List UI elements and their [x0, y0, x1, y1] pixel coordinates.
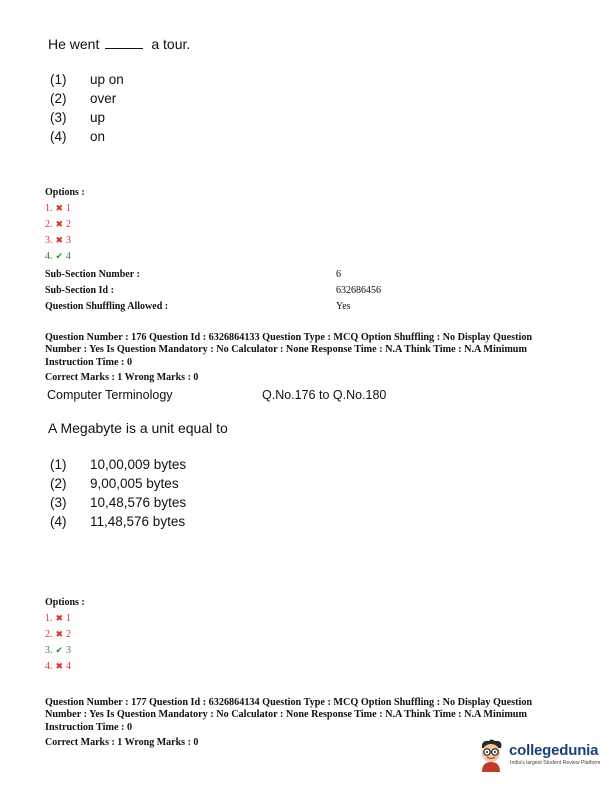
collegedunia-logo: [476, 738, 604, 778]
option-prefix: 1.: [45, 613, 53, 624]
cross-icon: ✖: [55, 219, 64, 229]
q176-choice-text-1: 10,00,009 bytes: [90, 457, 187, 472]
subsection-id-value: 632686456: [336, 285, 381, 296]
question-1-text: [48, 36, 190, 52]
option-value: 2: [66, 629, 72, 640]
q1-option-2: [45, 219, 71, 230]
q176-marks: Correct Marks : 1 Wrong Marks : 0: [45, 372, 199, 383]
brand-name: collegedunia: [509, 742, 599, 759]
q1-option-3: [45, 235, 71, 246]
brand-tagline: India's largest Student Review Platform: [510, 760, 601, 766]
mascot-icon: [476, 738, 506, 772]
q176-choice-num-2: (2): [50, 476, 67, 491]
subsection-id-label: Sub-Section Id :: [45, 285, 114, 296]
option-prefix: 2.: [45, 219, 53, 230]
cross-icon: ✖: [55, 203, 64, 213]
q177-meta: Question Number : 177 Question Id : 6326864134 Question Type : MCQ Option Shuffling : No Display Question Number : Yes Is Question Mandatory : No Calculator : None Response Time : N.A Think Time : N.A Minimum Instruction Time : 0: [45, 697, 533, 733]
option-prefix: 1.: [45, 203, 53, 214]
question-1-text-after: a tour.: [151, 36, 191, 52]
q1-choice-text-2: over: [90, 91, 117, 106]
option-value: 2: [66, 219, 72, 230]
q1-choice-text-3: up: [90, 110, 106, 125]
q1-options-label: Options :: [45, 187, 85, 198]
q1-option-4: [45, 251, 71, 262]
question-shuffling-label: Question Shuffling Allowed :: [45, 301, 169, 312]
cross-icon: ✖: [55, 661, 64, 671]
q176-choice-text-2: 9,00,005 bytes: [90, 476, 179, 491]
option-prefix: 4.: [45, 251, 53, 262]
option-prefix: 2.: [45, 629, 53, 640]
subsection-number-label: Sub-Section Number :: [45, 269, 140, 280]
q1-choice-num-3: (3): [50, 110, 67, 125]
q1-choice-num-1: (1): [50, 72, 67, 87]
q176-option-1: [45, 613, 71, 624]
q1-choice-text-1: up on: [90, 72, 124, 87]
option-value: 3: [66, 645, 72, 656]
q177-marks: Correct Marks : 1 Wrong Marks : 0: [45, 737, 199, 748]
q176-option-2: [45, 629, 71, 640]
check-icon: ✔: [55, 645, 64, 655]
q1-option-1: [45, 203, 71, 214]
q1-choice-text-4: on: [90, 129, 106, 144]
option-value: 1: [66, 613, 72, 624]
check-icon: ✔: [55, 251, 64, 261]
section-title: Computer Terminology: [47, 388, 173, 402]
q1-choice-num-4: (4): [50, 129, 67, 144]
option-prefix: 3.: [45, 645, 53, 656]
q176-question-text: A Megabyte is a unit equal to: [48, 420, 228, 436]
q176-options-label: Options :: [45, 597, 85, 608]
option-value: 3: [66, 235, 72, 246]
q176-choice-text-4: 11,48,576 bytes: [90, 514, 186, 529]
subsection-number-value: 6: [336, 269, 341, 280]
q176-option-4: [45, 661, 71, 672]
option-value: 4: [66, 251, 72, 262]
q176-choice-text-3: 10,48,576 bytes: [90, 495, 187, 510]
question-shuffling-value: Yes: [336, 301, 351, 312]
q1-choice-num-2: (2): [50, 91, 67, 106]
cross-icon: ✖: [55, 613, 64, 623]
q176-choice-num-1: (1): [50, 457, 67, 472]
option-value: 1: [66, 203, 72, 214]
option-prefix: 4.: [45, 661, 53, 672]
question-range: Q.No.176 to Q.No.180: [262, 388, 387, 402]
question-1-text-before: He went: [48, 36, 100, 52]
cross-icon: ✖: [55, 629, 64, 639]
cross-icon: ✖: [55, 235, 64, 245]
q176-choice-num-3: (3): [50, 495, 67, 510]
q176-option-3: [45, 645, 71, 656]
answer-blank: [105, 36, 143, 49]
q176-meta: Question Number : 176 Question Id : 6326864133 Question Type : MCQ Option Shuffling : No Display Question Number : Yes Is Question Mandatory : No Calculator : None Response Time : N.A Think Time : N.A Minimum Instruction Time : 0: [45, 332, 533, 368]
option-prefix: 3.: [45, 235, 53, 246]
q176-choice-num-4: (4): [50, 514, 67, 529]
option-value: 4: [66, 661, 72, 672]
